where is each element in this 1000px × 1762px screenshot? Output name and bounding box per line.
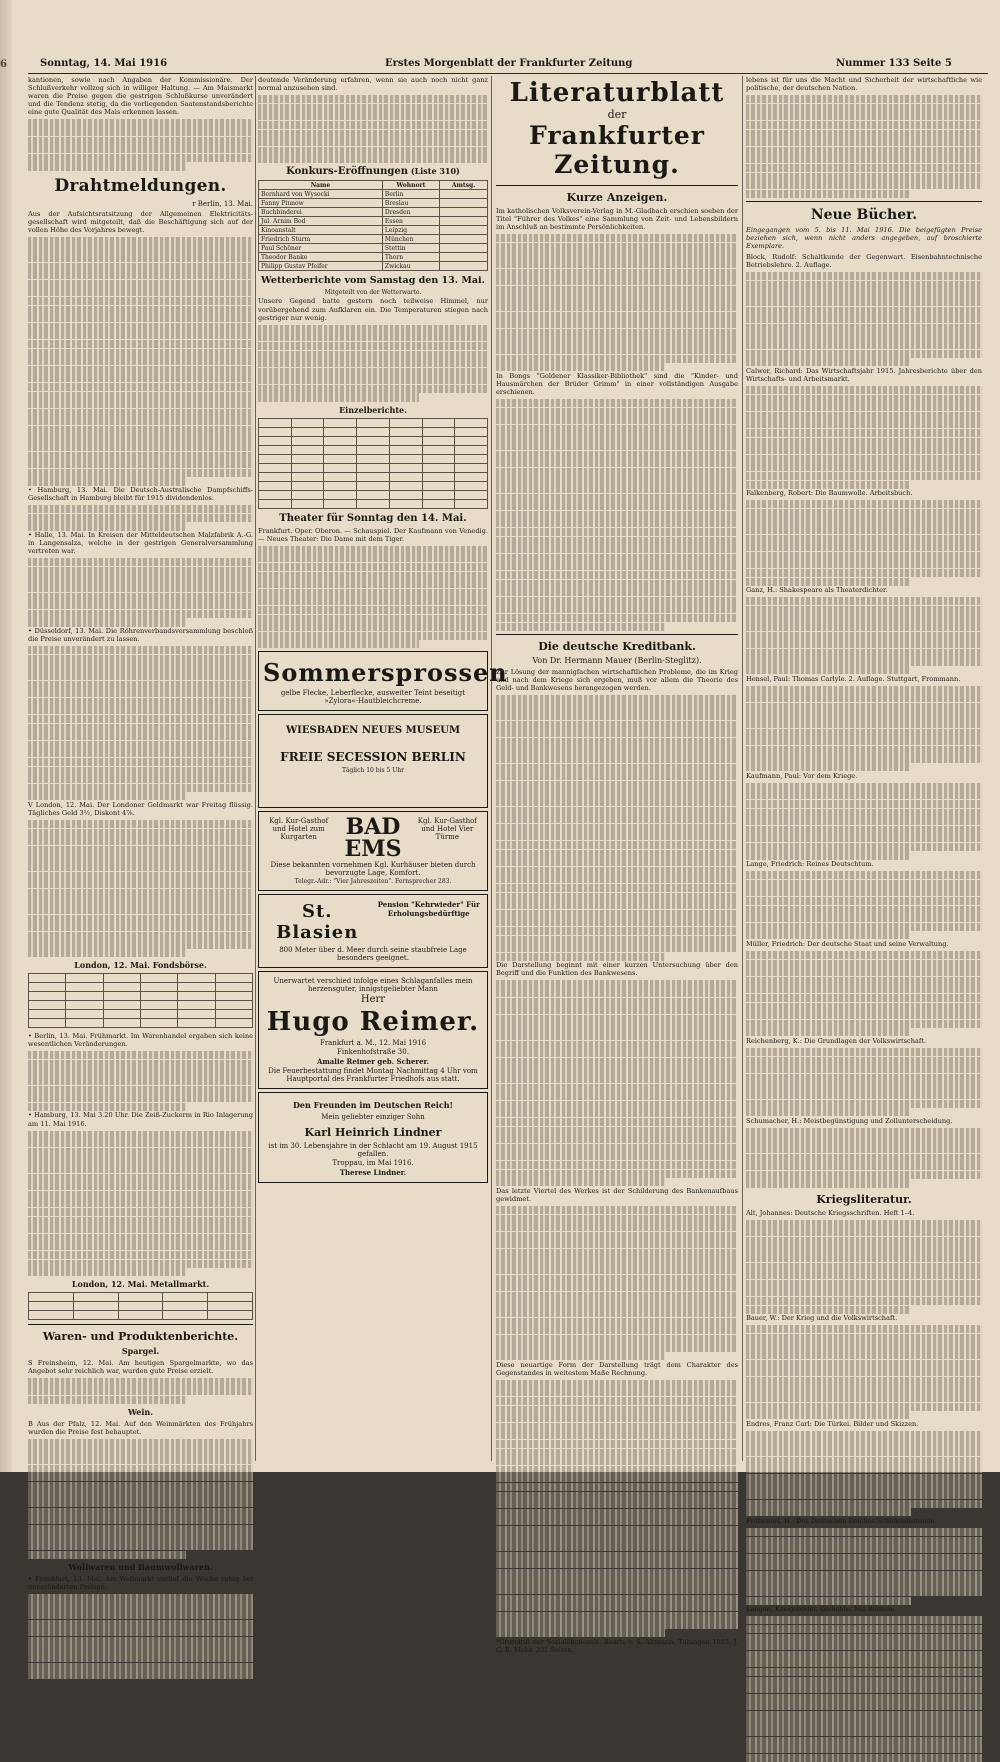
dateline: r Berlin, 13. Mai. — [192, 199, 253, 208]
ad-subheadline: Pension "Kehrwieder" Für Erholungsbedürftige — [377, 900, 480, 919]
ad-st-blasien — [258, 894, 488, 968]
subheading: Einzelberichte. — [339, 404, 407, 415]
ad-text: 800 Meter über d. Meer durch seine staubfreie Lage besonders geeignet. — [279, 946, 467, 963]
table-title — [258, 166, 488, 177]
article-text: • Halle, 13. Mai. In Kreisen der Mitteldeutschen Malzfabrik A.-G. in Langensalza, welche in der gestrigen Generalversammlung vertreten war. — [28, 531, 253, 556]
obituary-signature: Therese Lindner. — [339, 1168, 407, 1178]
konkurs-head: Name — [259, 181, 383, 190]
book-entry: Hensel, Paul: Thomas Carlyle. 2. Auflage. Stuttgart, Frommann. — [746, 674, 961, 683]
ad-headline: BAD EMS — [344, 814, 402, 863]
ad-subheadline: FREIE SECESSION BERLIN — [280, 750, 466, 765]
subheading: Wein. — [127, 1406, 154, 1417]
column-4 — [746, 76, 982, 1614]
byline: Von Dr. Hermann Mauer (Berlin-Steglitz). — [532, 655, 702, 665]
page-marker: 6 — [0, 59, 7, 70]
ad-wiesbaden-museum — [258, 714, 488, 808]
konkurs-cell: Kinoanstalt — [259, 226, 383, 235]
book-entry: Block, Rudolf: Schaltkunde der Gegenwart. Eisenbahntechnische Betriebslehre. 2. Auflage. — [746, 253, 982, 270]
obituary-name: Hugo Reimer. — [266, 1007, 480, 1038]
konkurs-cell: Jul. Arnim Bod — [259, 217, 383, 226]
article-text: Aus der Aufsichtsratsitzung der Allgemeinen Elektricitäts-gesellschaft wird mitgeteilt, daß die Beschäftigung sich auf der vollen Höhe des Vorjahres bewegt. — [28, 209, 253, 234]
obituary-signature: Amalie Reimer geb. Scherer. — [316, 1057, 430, 1067]
ad-sommersprossen — [258, 651, 508, 711]
article-text: Im katholischen Volksverein-Verlag in M.-Gladbach erschien soeben der Titel "Führer des Volkes" eine Sammlung von Zeit- und Lebensbildern im Anschluß an bestimmte Persönlichkeiten. — [496, 207, 738, 232]
ad-contact: Telegr.-Adr.: "Vier Jahreszeiten". Fernsprecher 283. — [294, 878, 452, 886]
header-rule — [28, 73, 988, 74]
konkurs-table — [258, 180, 488, 271]
konkurs-head: Wohnort — [382, 181, 439, 190]
article-text: Das letzte Viertel des Werkes ist der Schilderung des Bankenaufbaus gewidmet. — [496, 1186, 738, 1203]
article-text: • Hamburg, 13. Mai 3.20 Uhr. Die Zeiß-Zuckerm in Rio Inlagerung am 11. Mai 1916. — [28, 1111, 253, 1128]
book-entry: Ganz, H.: Shakespeare als Theaterdichter. — [746, 586, 888, 595]
metal-table — [28, 1292, 253, 1320]
subheading: Spargel. — [121, 1346, 160, 1357]
table-title: London, 12. Mai. Metallmarkt. — [71, 1279, 210, 1290]
header-page-number: Nummer 133 Seite 5 — [836, 58, 952, 69]
column-1 — [28, 76, 253, 1591]
book-entry: Lange, Friedrich: Reines Deutschtum. — [746, 860, 874, 869]
book-entry: Endres, Franz Carl: Die Türkei. Bilder und Skizzen. — [746, 1419, 919, 1428]
section-heading: Waren- und Produktenberichte. — [42, 1330, 239, 1344]
section-heading: Neue Bücher. — [810, 206, 918, 223]
ad-left: Kgl. Kur-Gasthof und Hotel zum Kurgarten — [269, 817, 329, 842]
konkurs-cell: Dresden — [382, 208, 439, 217]
book-entry: Kaufmann, Paul: Vor dem Kriege. — [746, 771, 858, 780]
article-text: • Hamburg, 13. Mai. Die Deutsch-Australische Dampfschiffs-Gesellschaft in Hamburg bleibt für 1915 dividendenlos. — [28, 486, 253, 503]
konkurs-cell: Zwickau — [382, 262, 439, 271]
konkurs-cell: Buchbinderei — [259, 208, 383, 217]
article-text: Zur Lösung der mannigfachen wirtschaftlichen Probleme, die im Krieg und nach dem Kriege sich ergeben, muß vor allem die Theorie des Geld- und Bankwesens herangezogen werden. — [496, 667, 738, 692]
konkurs-cell: München — [382, 235, 439, 244]
stock-table — [28, 973, 253, 1028]
section-heading: Theater für Sonntag den 14. Mai. — [279, 512, 467, 524]
konkurs-cell: Paul Schöner — [259, 244, 383, 253]
column-divider — [742, 76, 743, 1461]
header-date: Sonntag, 14. Mai 1916 — [40, 58, 168, 69]
book-entry: Alt, Johannes: Deutsche Kriegsschriften. Heft 1–4. — [746, 1208, 915, 1217]
section-heading: Kriegsliteratur. — [816, 1192, 912, 1206]
obituary-intro: Mein geliebter einziger Sohn — [321, 1113, 425, 1122]
literaturblatt-masthead — [496, 78, 738, 179]
obituary-name: Karl Heinrich Lindner — [304, 1126, 442, 1140]
obituary-street: Finkenhofstraße 30. — [337, 1048, 409, 1057]
article-text: Frankfurt. Oper. Oberon. — Schauspiel. Der Kaufmann von Venedig. — Neues Theater: Die Dame mit dem Tiger. — [258, 526, 488, 543]
article-text: kantionen, sowie nach Angaben der Kommissionäre. Der Schlußverkehr vollzog sich in williger Haltung. — Am Maismarkt waren die Preise gegen die gestrigen Schlußkurse unverändert und die Tendenz stetig, da die vorliegenden Saatenstandsberichte eine gute Qualität des Mais erkennen lassen. — [28, 76, 253, 117]
article-text: Diese neuartige Form der Darstellung trägt dem Charakter des Gegenstandes in weitestem Maße Rechnung. — [496, 1360, 738, 1377]
konkurs-cell: Friedrich Sturm — [259, 235, 383, 244]
column-2 — [258, 76, 508, 1461]
column-divider — [491, 76, 492, 1461]
konkurs-note: (Liste 310) — [410, 166, 460, 177]
column-3 — [496, 76, 738, 1654]
book-entry: Reichenberg, K.: Die Grundlagen der Volkswirtschaft. — [746, 1036, 927, 1045]
section-heading: Kurze Anzeigen. — [566, 191, 668, 204]
article-text: Unsere Gegend hatte gestern noch teilweise Himmel, nur vorübergehend zum Aufklaren ein. Die Temperaturen stiegen nach gestriger nur wenig. — [258, 297, 488, 322]
ad-right: Kgl. Kur-Gasthof und Hotel Vier Türme — [417, 817, 477, 842]
article-text: Die Darstellung beginnt mit einer kurzen Untersuchung über den Begriff und die Funktion des Bankwesens. — [496, 961, 738, 978]
obituary-headline: Den Freunden im Deutschen Reich! — [292, 1100, 454, 1111]
book-entry: Langen, Kriegsbilder. Gedichte. Mit Bildern. — [746, 1605, 895, 1614]
masthead-line-1: Literaturblatt — [509, 78, 725, 108]
obituary-title: Herr — [360, 994, 386, 1006]
ad-text: Diese bekannten vornehmen Kgl. Kurhäuser bieten durch bevorzugte Lage, Komfort. — [270, 861, 476, 878]
book-entry: Calwer, Richard: Das Wirtschaftsjahr 1915. Jahresberichte über den Wirtschafts- und Arbeitsmarkt. — [746, 366, 982, 383]
konkurs-cell: Stettin — [382, 244, 439, 253]
subheading: Wollwaren und Baumwollwaren. — [68, 1561, 213, 1572]
obituary-intro: Unerwartet verschied infolge eines Schlaganfalles mein herzensguter, innigstgeliebter Mann — [273, 977, 473, 994]
book-entry: Frobenius, H.: Des Deutschen Reiches Schicksalsstunde. — [746, 1516, 937, 1525]
section-heading: Die deutsche Kreditbank. — [538, 639, 696, 653]
article-text: • Düsseldorf, 13. Mai. Die Röhrenverbandsversammlung beschloß die Preise unverändert zu lassen. — [28, 627, 253, 644]
konkurs-cell: Bernhard von Wysocki — [259, 190, 383, 199]
article-text: B Aus der Pfalz, 12. Mai. Auf den Weinmärkten des Frühjahrs wurden die Preise fest behauptet. — [28, 1419, 253, 1436]
article-text: S Freinsheim, 12. Mai. Am heutigen Spargelmarkte, wo das Angebot sehr reichlich war, wurden gute Preise erzielt. — [28, 1359, 253, 1376]
obituary-hugo-reimer — [258, 971, 488, 1089]
section-heading: Drahtmeldungen. — [54, 175, 227, 196]
header-title: Erstes Morgenblatt der Frankfurter Zeitung — [385, 58, 633, 69]
obituary-text: Die Feuerbestattung findet Montag Nachmittag 4 Uhr vom Hauptportal des Frankfurter Friedhofs aus statt. — [268, 1067, 478, 1084]
ad-headline: Sommersprossen — [263, 658, 508, 688]
footnote: *Grundriß der Sozialökonomik. Bearb. v. S. Altmann, Tübingen 1915, J. C. B. Mohr. 201 Seiten. — [496, 1637, 738, 1654]
ad-bad-ems — [258, 811, 488, 891]
book-entry: Falkenberg, Robert: Die Baumwolle. Arbeitsbuch. — [746, 489, 913, 498]
obituary-place: Frankfurt a. M., 12. Mai 1916 — [319, 1039, 427, 1048]
book-entry: Schumacher, H.: Meistbegünstigung und Zollunterscheidung. — [746, 1116, 953, 1125]
section-note: Eingegangen vom 5. bis 11. Mai 1916. Die beigefügten Preise beziehen sich, wenn nicht anders angegeben, auf broschierte Exemplare. — [746, 225, 982, 250]
ad-text: gelbe Flecke, Leberflecke, ausweiter Teint beseitigt »Zylora«-Hautbleichcreme. — [280, 689, 466, 706]
konkurs-cell: Breslau — [382, 199, 439, 208]
masthead-line-3: Frankfurter Zeitung. — [529, 121, 705, 179]
konkurs-cell: Berlin — [382, 190, 439, 199]
article-text: • Frankfurt, 13. Mai. Am Wollmarkt verlief die Woche ruhig bei unveränderten Preisen. — [28, 1574, 253, 1591]
table-title: London, 12. Mai. Fondsbörse. — [74, 960, 207, 971]
konkurs-cell: Fanny Pinnow — [259, 199, 383, 208]
konkurs-cell: Thorn — [382, 253, 439, 262]
obituary-text: ist im 30. Lebensjahre in der Schlacht am 19. August 1915 gefallen. — [268, 1142, 478, 1159]
book-entry: Müller, Friedrich: Der deutsche Staat und seine Verwaltung. — [746, 939, 949, 948]
konkurs-head: Amtsg. — [440, 181, 488, 190]
column-divider — [255, 76, 256, 1461]
wetter-note: Mitgeteilt von der Wetterwarte. — [324, 289, 422, 297]
masthead-line-2: der — [607, 108, 627, 121]
konkurs-cell: Philipp Gustav Pfeifer — [259, 262, 383, 271]
article-text: V London, 12. Mai. Der Londoner Geldmarkt war Freitag flüssig. Tägliches Geld 3½, Diskont 4⅞. — [28, 800, 253, 817]
ad-headline: St. Blasien — [276, 901, 359, 944]
konkurs-cell: Essen — [382, 217, 439, 226]
obituary-place: Troppau, im Mai 1916. — [332, 1159, 414, 1168]
konkurs-cell: Leipzig — [382, 226, 439, 235]
article-text: • Berlin, 13. Mai. Frühmarkt. Im Warenhandel ergaben sich keine wesentlichen Veränderungen. — [28, 1032, 253, 1049]
weather-table — [258, 418, 488, 509]
left-margin-fragment — [0, 60, 26, 1460]
article-text: In Bongs "Goldener Klassiker-Bibliothek" sind die "Kinder- und Hausmärchen der Brüder Grimm" in einer vollständigen Ausgabe erschienen. — [496, 371, 738, 396]
obituary-karl-lindner — [258, 1092, 488, 1183]
ad-headline: WIESBADEN NEUES MUSEUM — [285, 725, 461, 737]
section-heading: Wetterberichte vom Samstag den 13. Mai. — [261, 275, 485, 287]
konkurs-title: Konkurs-Eröffnungen — [286, 166, 409, 178]
article-text: lebens ist für uns die Macht und Sicherheit der wirtschaftliche wie politische, der deutschen Nation. — [746, 76, 982, 93]
book-entry: Bauer, W.: Der Krieg und die Volkswirtschaft. — [746, 1314, 898, 1323]
ad-text: Täglich 10 bis 5 Uhr — [341, 767, 405, 775]
konkurs-cell: Theodor Banke — [259, 253, 383, 262]
article-text: deutende Veränderung erfahren, wenn sie auch noch nicht ganz normal anzusehen sind. — [258, 76, 488, 93]
